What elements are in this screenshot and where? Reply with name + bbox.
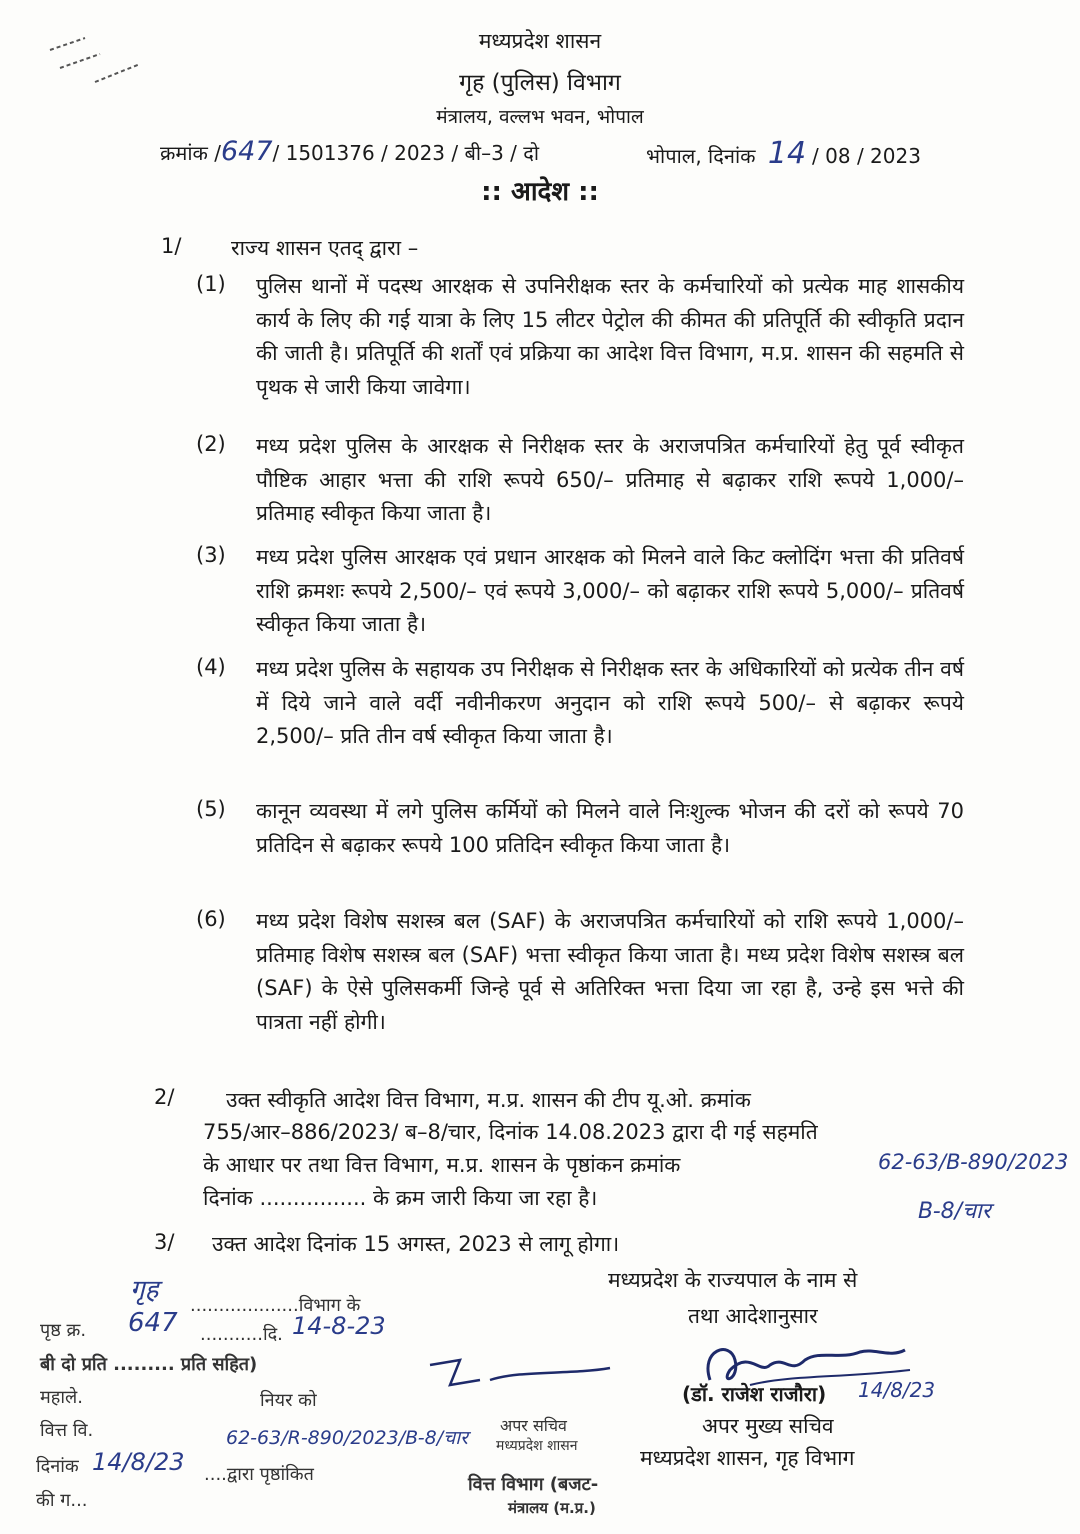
section2-line4: दिनांक ................ के क्रम जारी किया जा रहा है।	[203, 1186, 598, 1210]
section1-intro: राज्य शासन एतद् द्वारा –	[231, 236, 419, 260]
section3-text: उक्त आदेश दिनांक 15 अगस्त, 2023 से लागू होगा।	[212, 1232, 620, 1256]
signature-authority-line1: मध्यप्रदेश के राज्यपाल के नाम से	[608, 1268, 858, 1292]
endorsement-handwritten-dept: गृह	[130, 1275, 159, 1305]
order-date-line	[646, 136, 921, 171]
item-text: कानून व्यवस्था में लगे पुलिस कर्मियों को मिलने वाले निःशुल्क भोजन की दरों को रूपये 70 प्रतिदिन से बढ़ाकर रूपये 100 प्रतिदिन स्वीकृत किया जाता है।	[256, 799, 964, 857]
endorsement-line4-label: महाले.	[40, 1387, 83, 1408]
section2-number: 2/	[154, 1085, 175, 1109]
item-text: मध्य प्रदेश पुलिस आरक्षक एवं प्रधान आरक्षक को मिलने वाले किट क्लोदिंग भत्ता की प्रतिवर्ष राशि क्रमशः रूपये 2,500/– एवं रूपये 3,000/– को बढ़ाकर राशि रूपये 5,000/– प्रतिवर्ष स्वीकृत किया जाता है।	[256, 545, 964, 636]
initials-scribble-icon	[420, 1350, 620, 1410]
order-rest: / 1501376 / 2023 / बी–3 / दो	[272, 141, 540, 165]
item-text: मध्य प्रदेश पुलिस के सहायक उप निरीक्षक से निरीक्षक स्तर के अधिकारियों को प्रत्येक तीन वर्ष में दिये जाने वाले वर्दी नवीनीकरण अनुदान को राशि रूपये 500/– से बढ़ाकर रूपये 2,500/– प्रति तीन वर्ष स्वीकृत किया जाता है।	[256, 657, 964, 748]
date-rest: / 08 / 2023	[812, 144, 921, 168]
item-text: पुलिस थानों में पदस्थ आरक्षक से उपनिरीक्षक स्तर के कर्मचारियों को प्रत्येक माह शासकीय कार्य के लिए की गई यात्रा के लिए 15 लीटर पेट्रोल की कीमत की प्रतिपूर्ति की स्वीकृति प्रदान की जाती है। प्रतिपूर्ति की शर्तों एवं प्रक्रिया का आदेश वित्त विभाग, म.प्र. शासन की सहमति से पृथक से जारी किया जावेगा।	[256, 274, 964, 399]
endorsement-line6-label: दिनांक	[36, 1456, 79, 1477]
endorsement-line5-hw: 62-63/R-890/2023/B-8/चार	[226, 1427, 468, 1449]
section2-handwritten-ref: 62-63/B-890/2023	[878, 1150, 1069, 1174]
item-text: मध्य प्रदेश पुलिस के आरक्षक से निरीक्षक स्तर के अराजपत्रित कर्मचारियों हेतु पूर्व स्वीकृत पौष्टिक आहार भत्ता की राशि रूपये 650/– प्रतिमाह से बढ़ाकर राशि रूपये 1,000/– प्रतिमाह स्वीकृत किया जाता है।	[256, 434, 964, 525]
section2-line2: 755/आर–886/2023/ ब–8/चार, दिनांक 14.08.2023 द्वारा दी गई सहमति	[203, 1120, 818, 1144]
endorsement-line6-hw: 14/8/23	[92, 1448, 185, 1476]
section2-handwritten-branch: B-8/चार	[918, 1199, 991, 1224]
endorsement-line3: बी दो प्रति ......... प्रति सहित)	[40, 1354, 258, 1375]
order-title: :: आदेश ::	[481, 177, 599, 207]
date-handwritten-day: 14	[767, 136, 807, 171]
signatory-designation: अपर मुख्य सचिव	[702, 1414, 834, 1438]
item-number: (3)	[196, 543, 226, 567]
header-department: गृह (पुलिस) विभाग	[459, 70, 621, 96]
endorsement-line6-rest: ....द्वारा पृष्ठांकित	[204, 1464, 314, 1485]
stamp-line2: मध्यप्रदेश शासन	[496, 1438, 578, 1454]
signatory-department: मध्यप्रदेश शासन, गृह विभाग	[640, 1446, 855, 1470]
date-prefix: भोपाल, दिनांक	[646, 144, 756, 168]
header-govt: मध्यप्रदेश शासन	[478, 29, 602, 53]
endorsement-line5-label: वित्त वि.	[40, 1420, 94, 1441]
item-number: (5)	[196, 797, 226, 821]
header-address: मंत्रालय, वल्लभ भवन, भोपाल	[436, 106, 644, 128]
signatory-name: (डॉ. राजेश राजौरा)	[682, 1382, 827, 1406]
section2-line3: के आधार पर तथा वित्त विभाग, म.प्र. शासन के पृष्ठांकन क्रमांक	[203, 1153, 681, 1177]
item-number: (6)	[196, 907, 226, 931]
endorsement-page-label: पृष्ठ क्र.	[40, 1320, 87, 1341]
section3-number: 3/	[154, 1230, 175, 1254]
finance-stamp-line2: मंत्रालय (म.प्र.)	[508, 1499, 596, 1517]
item-number: (2)	[196, 432, 226, 456]
item-number: (4)	[196, 655, 226, 679]
endorsement-line4-rest: नियर को	[260, 1390, 317, 1411]
endorsement-date-label: ...........दि.	[200, 1324, 283, 1345]
endorsement-date-hw: 14-8-23	[292, 1312, 386, 1340]
order-handwritten-number: 647	[220, 136, 273, 167]
item-text: मध्य प्रदेश विशेष सशस्त्र बल (SAF) के अराजपत्रित कर्मचारियों को राशि रूपये 1,000/– प्रतिमाह विशेष सशस्त्र बल (SAF) भत्ता स्वीकृत किया जाता है। मध्य प्रदेश विशेष सशस्त्र बल (SAF) के ऐसे पुलिसकर्मी जिन्हे पूर्व से अतिरिक्त भत्ता दिया जा रहा है, उन्हे इस भत्ते की पात्रता नहीं होगी।	[256, 909, 964, 1034]
order-number-line	[160, 136, 539, 167]
stamp-line1: अपर सचिव	[500, 1416, 567, 1435]
section2-line1: उक्त स्वीकृति आदेश वित्त विभाग, म.प्र. शासन की टीप यू.ओ. क्रमांक	[226, 1088, 751, 1112]
endorsement-dept-suffix: ...................विभाग के	[190, 1295, 361, 1316]
signature-authority-line2: तथा आदेशानुसार	[688, 1304, 818, 1328]
finance-stamp-line1: वित्त विभाग (बजट-	[468, 1474, 599, 1495]
endorsement-page-hw: 647	[128, 1308, 178, 1338]
order-prefix: क्रमांक /	[160, 141, 221, 165]
endorsement-line7: की ग...	[36, 1490, 88, 1511]
signature-handwritten-date: 14/8/23	[858, 1378, 936, 1402]
section1-number: 1/	[161, 234, 182, 258]
item-number: (1)	[196, 272, 226, 296]
